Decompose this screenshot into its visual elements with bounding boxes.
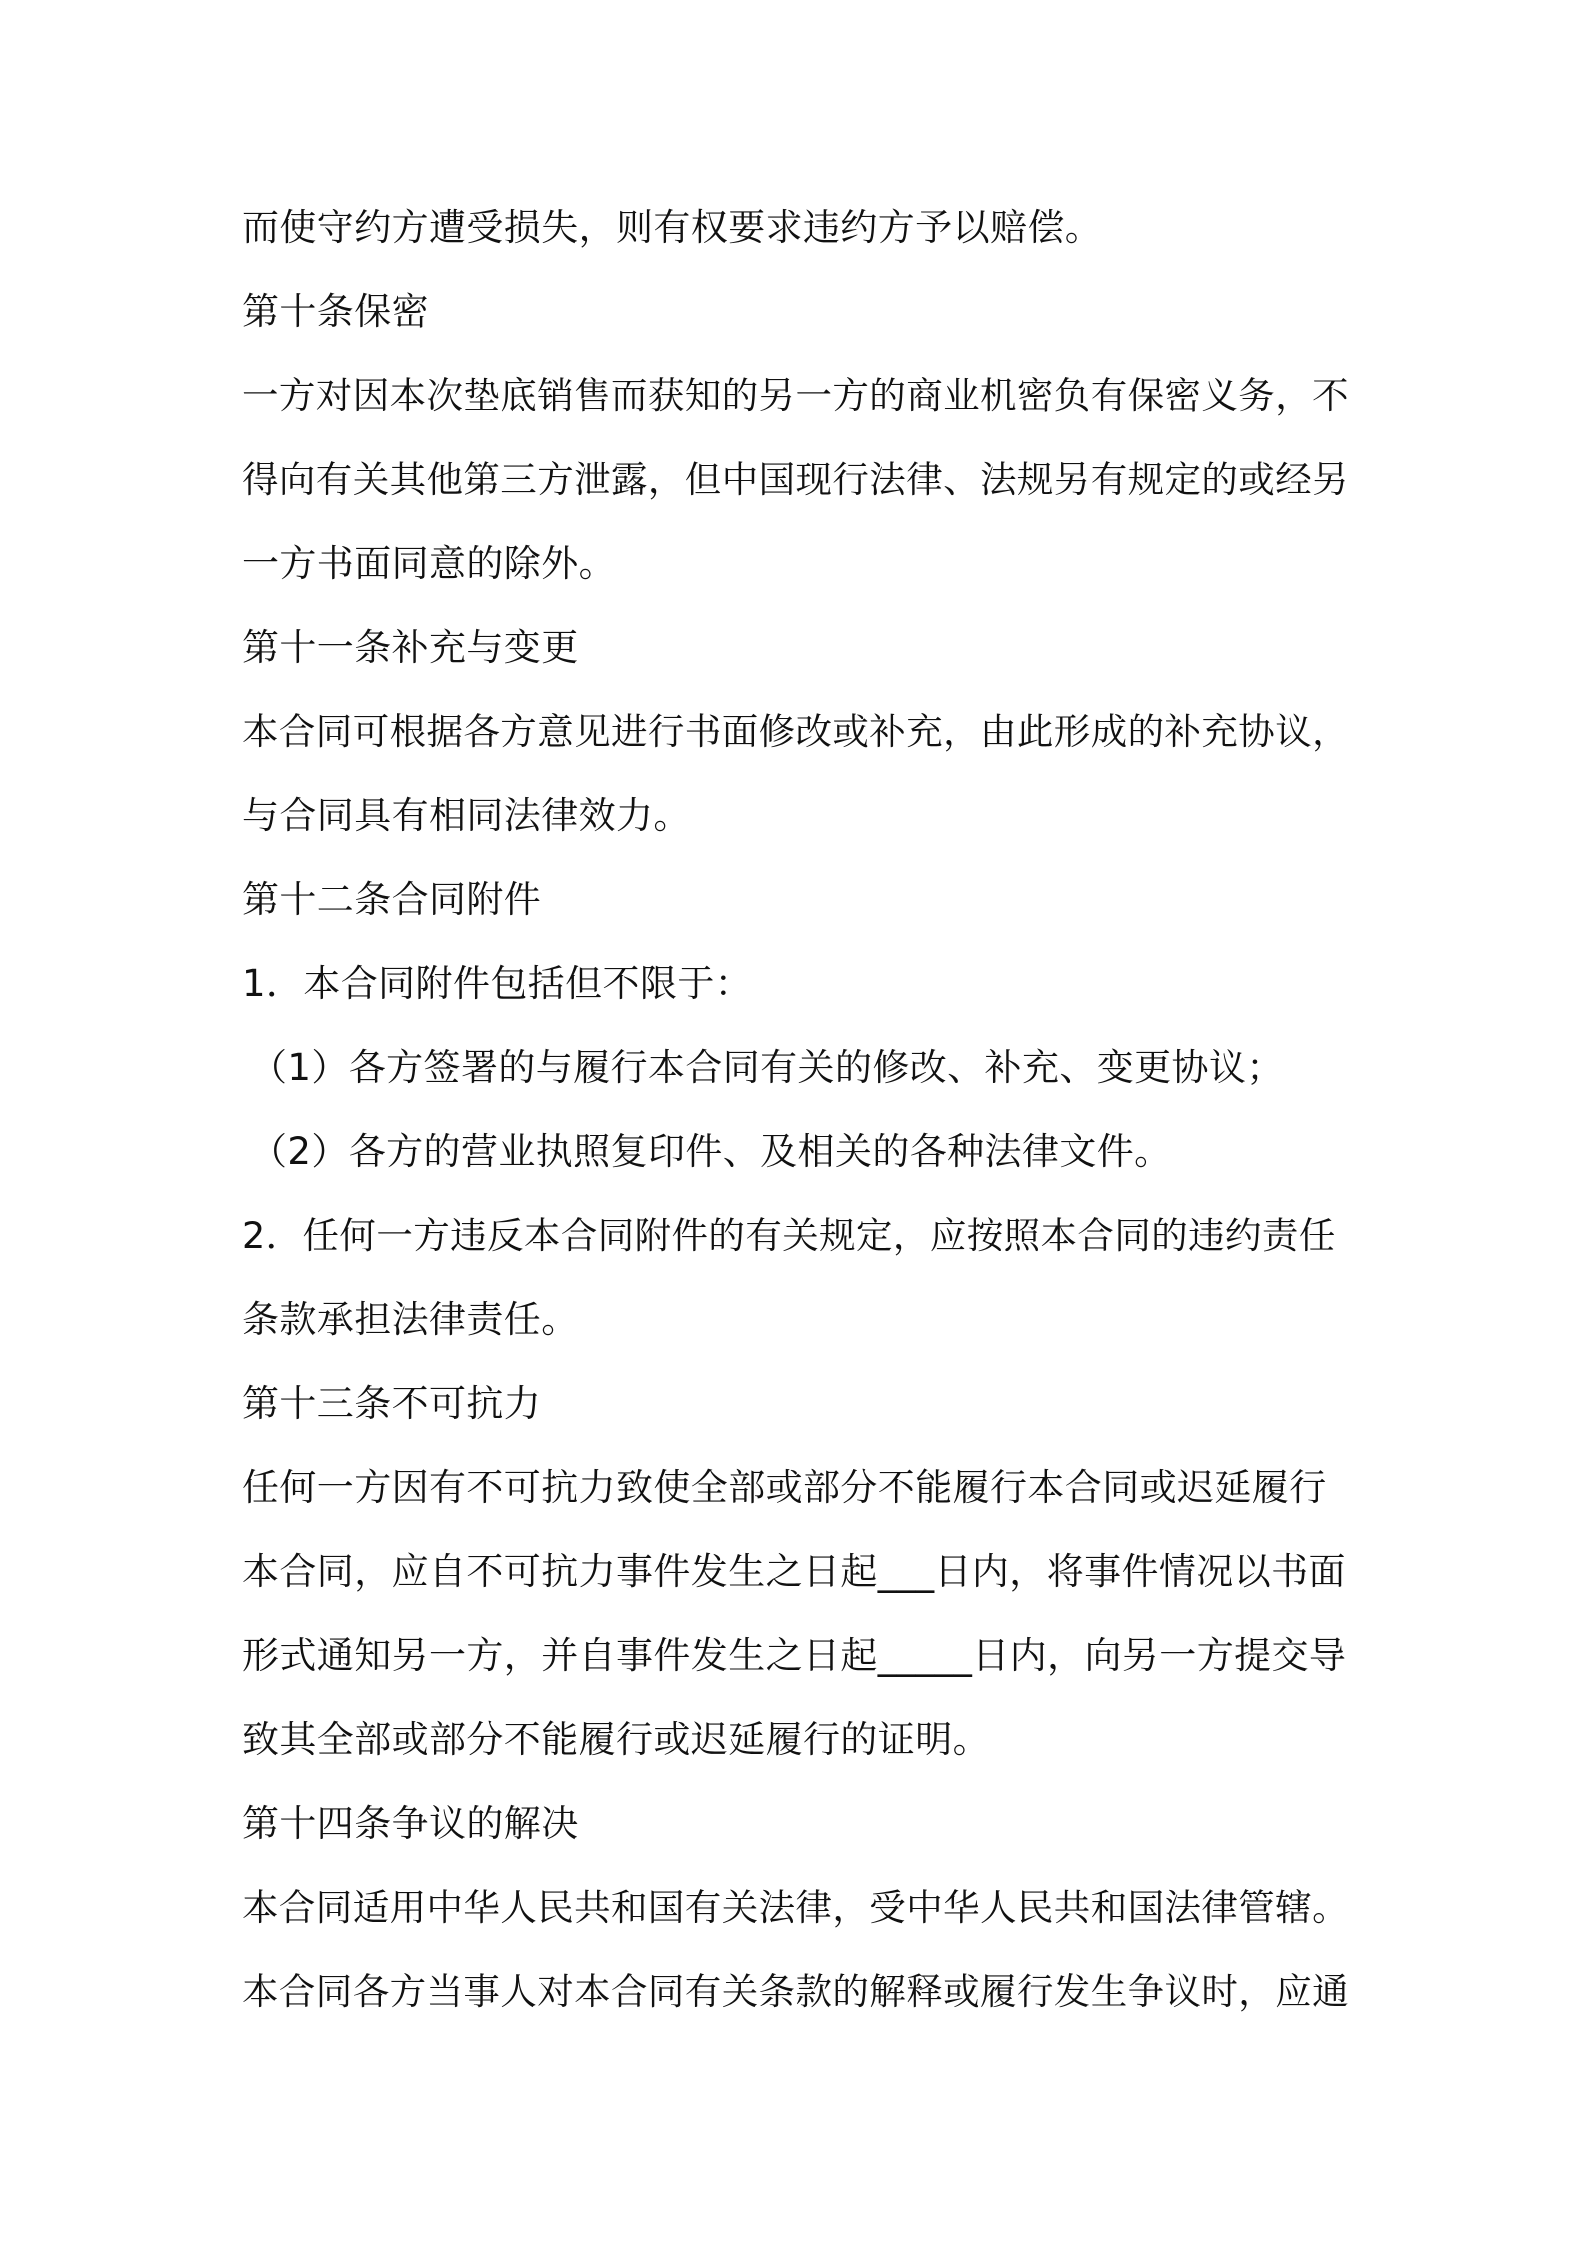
section-heading-force-majeure: 第十三条不可抗力 <box>242 1382 542 1425</box>
paragraph-line: 条款承担法律责任。 <box>242 1298 579 1341</box>
section-heading-attachments: 第十二条合同附件 <box>242 878 542 921</box>
paragraph-line: 本合同各方当事人对本合同有关条款的解释或履行发生争议时，应通 <box>242 1970 1349 2013</box>
list-item: 2．任何一方违反本合同附件的有关规定，应按照本合同的违约责任 <box>242 1214 1336 1257</box>
paragraph-line: 本合同可根据各方意见进行书面修改或补充，由此形成的补充协议， <box>242 710 1349 753</box>
paragraph-line: 得向有关其他第三方泄露，但中国现行法律、法规另有规定的或经另 <box>242 458 1349 501</box>
paragraph-line: 形式通知另一方，并自事件发生之日起_____日内，向另一方提交导 <box>242 1634 1347 1677</box>
paragraph-line: 一方书面同意的除外。 <box>242 542 616 585</box>
paragraph-line: 任何一方因有不可抗力致使全部或部分不能履行本合同或迟延履行 <box>242 1466 1327 1509</box>
paragraph-line: 一方对因本次垫底销售而获知的另一方的商业机密负有保密义务，不 <box>242 374 1349 417</box>
paragraph-line: 本合同，应自不可抗力事件发生之日起___日内，将事件情况以书面 <box>242 1550 1346 1593</box>
paragraph-line: 与合同具有相同法律效力。 <box>242 794 691 837</box>
list-item: 1．本合同附件包括但不限于： <box>242 962 753 1005</box>
sub-list-item: （2）各方的营业执照复印件、及相关的各种法律文件。 <box>250 1130 1172 1173</box>
section-heading-amendment: 第十一条补充与变更 <box>242 626 579 669</box>
paragraph-line: 本合同适用中华人民共和国有关法律，受中华人民共和国法律管辖。 <box>242 1886 1349 1929</box>
paragraph-line: 致其全部或部分不能履行或迟延履行的证明。 <box>242 1718 990 1761</box>
section-heading-dispute-resolution: 第十四条争议的解决 <box>242 1802 579 1845</box>
section-heading-confidentiality: 第十条保密 <box>242 290 429 333</box>
sub-list-item: （1）各方签署的与履行本合同有关的修改、补充、变更协议； <box>250 1046 1284 1089</box>
paragraph-line: 而使守约方遭受损失，则有权要求违约方予以赔偿。 <box>242 206 1103 249</box>
